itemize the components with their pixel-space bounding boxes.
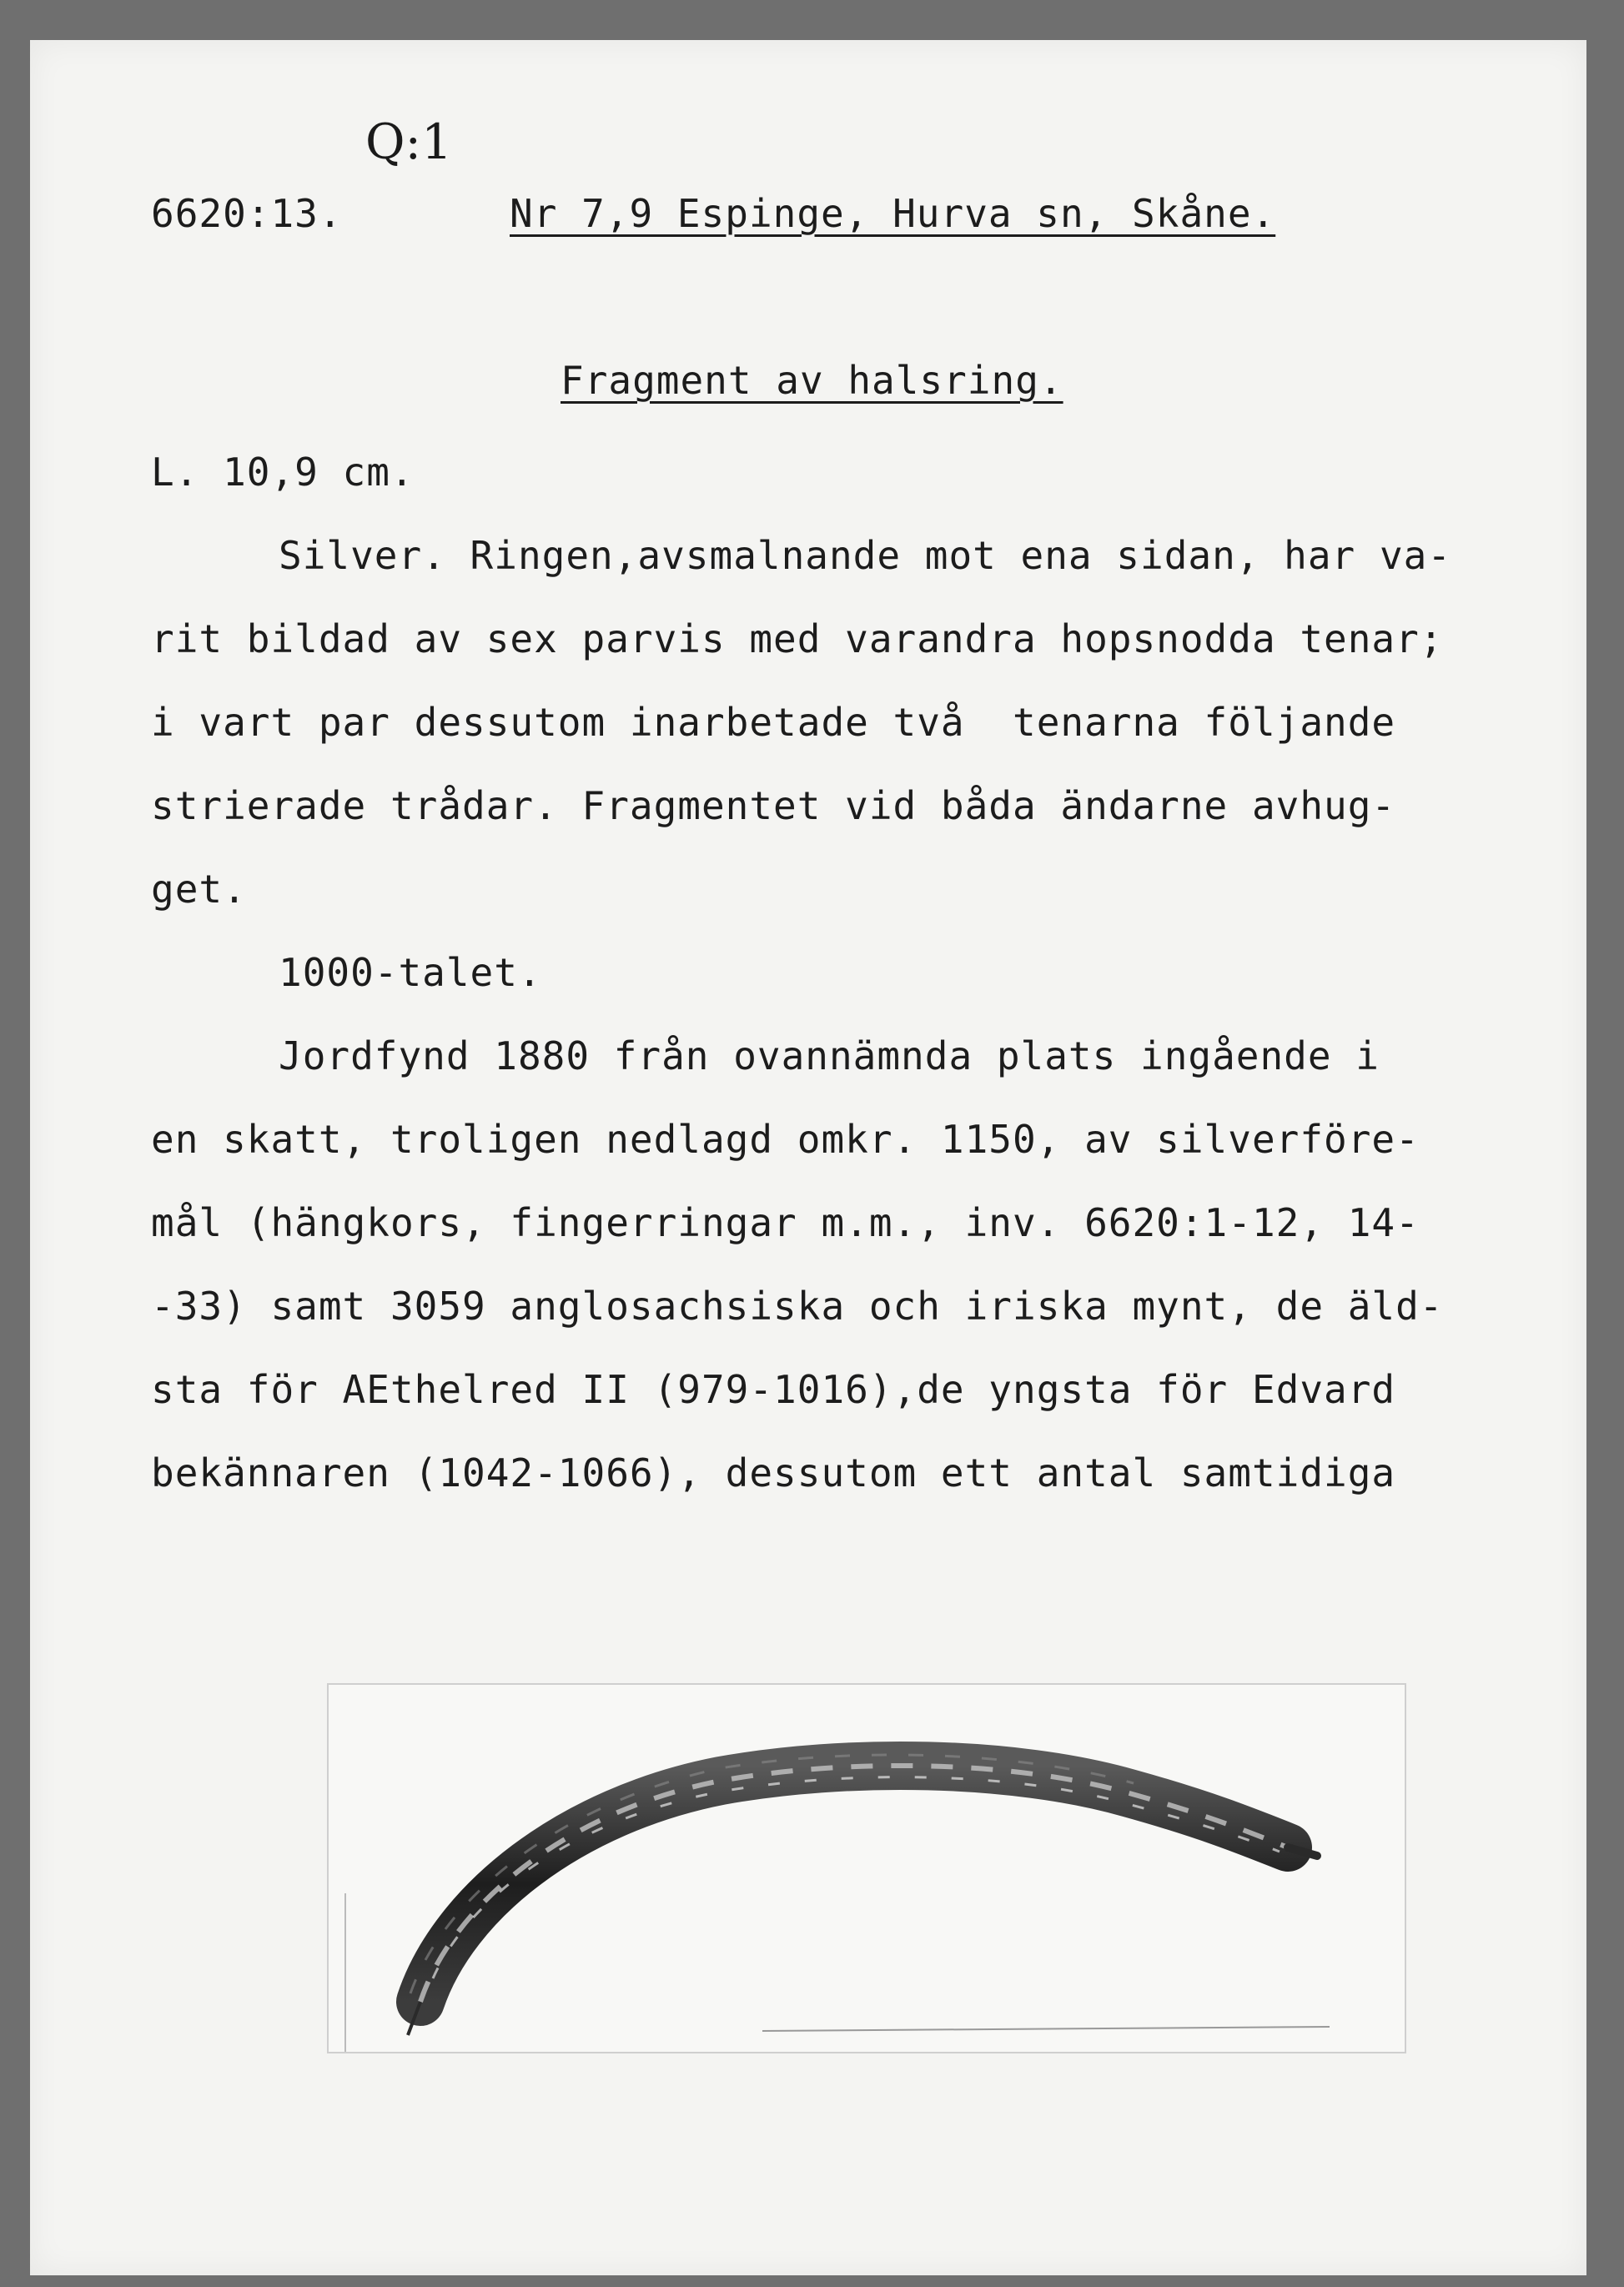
dating: 1000-talet.	[279, 950, 542, 995]
twisted-neck-ring-image	[329, 1685, 1405, 2052]
object-title: Fragment av halsring.	[561, 358, 1063, 403]
catalog-card	[30, 40, 1586, 2275]
body-line: rit bildad av sex parvis med varandra hopsnodda tenar;	[151, 616, 1444, 661]
find-location: Nr 7,9 Espinge, Hurva sn, Skåne.	[510, 191, 1276, 236]
handwritten-mark: Q:1	[365, 113, 452, 170]
body-line: en skatt, troligen nedlagd omkr. 1150, av silverföre-	[151, 1117, 1420, 1162]
neck-ring-photo	[327, 1683, 1406, 2053]
inventory-number: 6620:13.	[151, 191, 343, 236]
body-line: -33) samt 3059 anglosachsiska och iriska mynt, de äld-	[151, 1284, 1444, 1329]
body-line: Silver. Ringen,avsmalnande mot ena sidan, har va-	[279, 533, 1452, 578]
body-line: Jordfynd 1880 från ovannämnda plats ingående i	[279, 1033, 1380, 1078]
body-line: i vart par dessutom inarbetade två tenarna följande	[151, 700, 1396, 745]
object-length: L. 10,9 cm.	[151, 450, 415, 495]
body-line: sta för AEthelred II (979-1016),de yngsta för Edvard	[151, 1367, 1396, 1412]
body-line: bekännaren (1042-1066), dessutom ett antal samtidiga	[151, 1450, 1396, 1495]
body-line: strierade trådar. Fragmentet vid båda ändarne avhug-	[151, 783, 1396, 828]
body-line: get.	[151, 867, 247, 912]
body-line: mål (hängkors, fingerringar m.m., inv. 6620:1-12, 14-	[151, 1200, 1420, 1245]
